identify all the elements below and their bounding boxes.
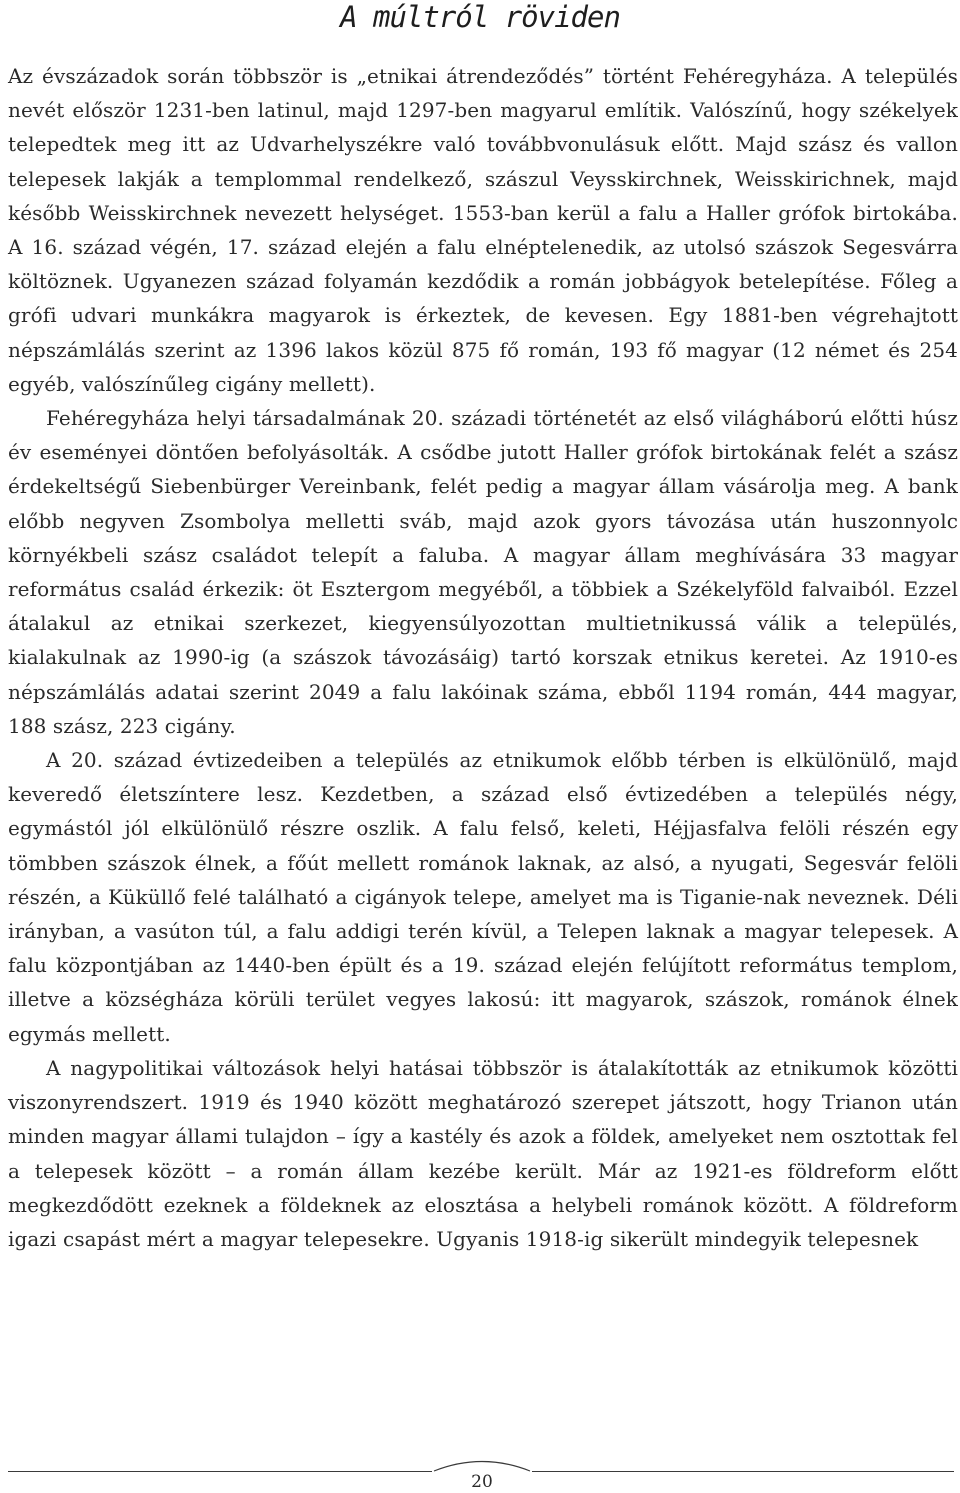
paragraph-1: Az évszázadok során többször is „etnikai átrendeződés” történt Fehéregyháza. A település nevét először 1231-ben latinul, majd 1297-ben magyarul említik. Valószínű, hogy székelyek telepedtek meg itt az Udvarhelyszékre való továbbvonulásuk előtt. Majd szász és vallon telepesek lakják a templommal rendelkező, szászul Veysskirchnek, Weisskirichnek, majd később Weisskirchnek nevezett helységet. 1553-ban kerül a falu a Haller grófok birtokába. A 16. század végén, 17. század elején a falu elnéptelenedik, az utolsó szászok Segesvárra költöznek. Ugyanezen század folyamán kezdődik a román jobbágyok betelepítése. Főleg a grófi udvari munkákra magyarok is érkeztek, de kevesen. Egy 1881-ben végrehajtott népszámlálás szerint az 1396 lakos közül 875 fő román, 193 fő magyar (12 német és 254 egyéb, valószínűleg cigány mellett). [8,64,958,396]
page-number: 20 [471,1472,493,1492]
paragraph-4: A nagypolitikai változások helyi hatásai többször is átalakították az etnikumok közötti viszonyrendszert. 1919 és 1940 között meghatározó szerepet játszott, hogy Trianon után minden magyar állami tulajdon – így a kastély és azok a földek, amelyeket nem osztottak fel a telepesek között – a román állam kezébe került. Már az 1921-es földreform előtt megkezdődött ezeknek a földeknek az elosztása a helybeli románok között. A földreform igazi csapást mért a magyar telepesekre. Ugyanis 1918-ig sikerült mindegyik telepesnek [8,1055,958,1251]
paragraph-2: Fehéregyháza helyi társadalmának 20. századi történetét az első világháború előtti húsz év eseményei döntően befolyásolták. A csődbe jutott Haller grófok birtokának felét a szász érdekeltségű Siebenbürger Vereinbank, felét pedig a magyar állam vásárolja meg. A bank előbb negyven Zsombolya melletti sváb, majd azok gyors távozása után huszonnyolc környékbeli szász családot telepít a faluba. A magyar állam meghívására 33 magyar református család érkezik: öt Esztergom megyéből, a többiek a Székelyföld falvaiból. Ezzel átalakul az etnikai szerkezet, kiegyensúlyozottan multietnikussá válik a település, kialakulnak az 1990-ig (a szászok távozásáig) tartó korszak etnikus keretei. Az 1910-es népszámlálás adatai szerint 2049 a falu lakóinak száma, ebből 1194 román, 444 magyar, 188 szász, 223 cigány. [8,406,958,738]
paragraph-3: A 20. század évtizedeiben a település az etnikumok előbb térben is elkülönülő, majd keveredő életszíntere lesz. Kezdetben, a század első évtizedében a település négy, egymástól jól elkülönülő részre oszlik. A falu felső, keleti, Héjjasfalva felöli részén egy tömbben szászok élnek, a főút mellett románok laknak, az alsó, a nyugati, Segesvár felöli részén, a Küküllő felé található a cigányok telepe, amelyet ma is Tiganie-nak neveznek. Déli irányban, a vasúton túl, a falu addigi terén kívül, a Telepen laknak a magyar telepesek. A falu központjában az 1440-ben épült és a 19. század elején felújított református templom, illetve a községháza körüli terület vegyes lakosú: itt magyarok, szászok, románok élnek egymás mellett. [8,748,958,1046]
article-body [8,59,958,1256]
page-title: A múltról röviden [340,0,620,34]
